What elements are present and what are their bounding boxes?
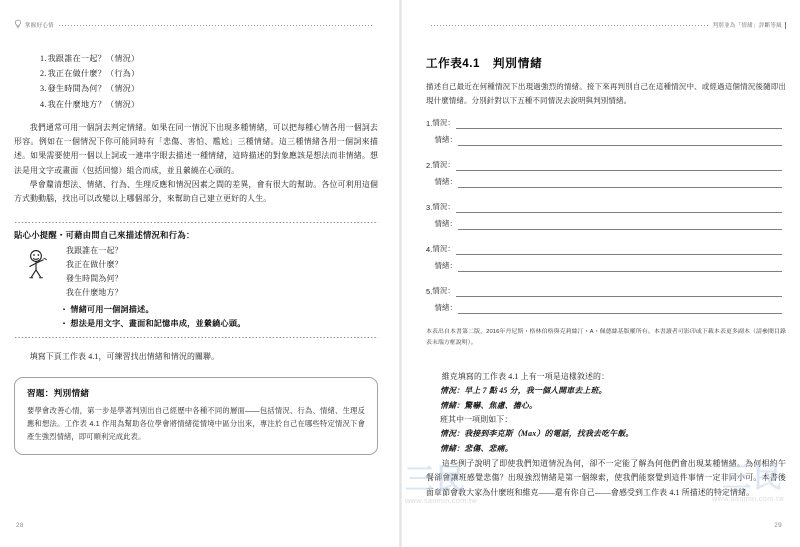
worksheet-title-row	[426, 55, 786, 71]
emotion-row	[426, 134, 786, 146]
emotion-input[interactable]	[458, 262, 782, 272]
body-paragraphs	[14, 121, 378, 207]
worksheet-item	[426, 159, 786, 188]
bullet-dot-icon: ・	[60, 319, 69, 329]
left-running-header	[14, 17, 378, 33]
left-header-title: 掌握好心情	[25, 23, 54, 29]
copyright-note: 本表出自本書第二版，2016年丹尼斯・格林伯格與克莉絲汀・A・佩德絲基版權所有。本書讀者可影印或下載本表更多副本（請參閱目錄表末端方框說明）。	[426, 329, 786, 346]
right-running-header	[426, 17, 786, 33]
exercise-box	[14, 377, 378, 455]
after-tip-text: 填寫下頁工作表 4.1，可練習找出情緒和情況的關聯。	[29, 351, 220, 361]
tip-bullet-text: 情緒可用一個詞描述。	[70, 304, 154, 314]
question-number: 1.	[40, 54, 47, 63]
emotion-label: 情緒：	[434, 218, 457, 228]
example-situation: 情況：早上 7 點 45 分，我一個人開車去上班。	[440, 386, 607, 396]
lightbulb-icon	[14, 19, 22, 32]
header-rule-tick	[785, 22, 786, 29]
situation-label: 情況：	[432, 160, 455, 169]
tip-body	[14, 244, 378, 300]
right-header-title: 判別並為「情緒」評斷等級	[712, 23, 782, 29]
situation-label: 情況：	[432, 202, 455, 211]
emotion-input[interactable]	[458, 304, 782, 314]
tip-block	[14, 222, 378, 338]
item-number: 3.	[426, 203, 433, 212]
watermark-url: www.sanmin.com.tw	[711, 494, 784, 503]
header-dot-rule	[58, 25, 374, 26]
tip-top-rule	[14, 222, 378, 223]
header-dot-rule	[430, 25, 709, 26]
list-item	[40, 81, 378, 96]
page-number-left: 28	[16, 522, 24, 529]
watermark-text: 三民	[721, 462, 784, 494]
paragraph: 學會釐清想法、情緒、行為、生理反應和情況因素之間的差異，會有很大的幫助。各位可利用這個方式動動腦，找出可以改變以上哪個部分，來幫助自己建立更好的人生。	[14, 180, 378, 204]
situation-row	[426, 159, 786, 171]
tip-question: 發生時間為何？	[66, 273, 123, 283]
worksheet-subtitle: 判別情緒	[492, 57, 543, 70]
watermark-text: 三民	[405, 464, 468, 496]
item-number: 4.	[426, 245, 433, 254]
closing-paragraph: 這些例子說明了即使我們知道情況為何，卻不一定能了解為何他們會出現某種情緒。為何相約午餐卻會讓班感覺悲傷？出現強烈情緒是第一個線索，使我們能察覺到這件事情一定非同小可。本書後面章節會教大家為什麼班和維克——還有你自己——會感受到工作表 4.1 所描述的特定情緒。	[426, 458, 786, 497]
right-page	[400, 0, 800, 547]
emotion-row	[426, 176, 786, 188]
worksheet-items	[426, 117, 786, 314]
tip-question: 我跟誰在一起？	[66, 245, 123, 255]
emotion-input[interactable]	[458, 220, 782, 230]
tip-bullet-list	[14, 303, 378, 332]
list-item	[40, 66, 378, 81]
list-item	[60, 317, 378, 332]
item-number: 1.	[426, 119, 433, 128]
emotion-label: 情緒：	[434, 260, 457, 270]
situation-row	[426, 117, 786, 129]
situation-input[interactable]	[456, 287, 782, 297]
emotion-row	[426, 260, 786, 272]
situation-row	[426, 285, 786, 297]
question-number: 2.	[40, 69, 47, 79]
situation-input[interactable]	[456, 245, 782, 255]
tip-question: 我正在做什麼？	[66, 259, 123, 269]
tip-question-list	[62, 244, 378, 300]
situation-input[interactable]	[456, 119, 782, 129]
example-situation: 情況：我接到李克斯（Max）的電話，找我去吃午飯。	[440, 429, 634, 439]
exercise-text: 要學會改善心情，第一步是學著判別出自己經歷中各種不同的層面——包括情況、行為、情緒、生理反應和想法。工作表 4.1 作用為幫助各位學會將情緒從情境中區分出來，專注於自己在哪些特定情況下會產生強烈情緒，即可順利完成此表。	[27, 405, 365, 442]
example-emotion: 情緒：悲傷、悲痛。	[440, 443, 513, 453]
emotion-row	[426, 218, 786, 230]
list-item	[60, 303, 378, 318]
worksheet-item	[426, 201, 786, 230]
page-number-right: 29	[774, 522, 782, 529]
emotion-input[interactable]	[458, 178, 782, 188]
worksheet-number: 工作表4.1	[426, 57, 480, 70]
situation-row	[426, 201, 786, 213]
situation-input[interactable]	[456, 161, 782, 171]
emotion-row	[426, 302, 786, 314]
example-emotion: 情緒：驚嚇、焦慮、擔心。	[440, 400, 538, 410]
list-item	[40, 51, 378, 66]
closing-section	[426, 370, 786, 500]
question-text: 發生時間為何？（情況）	[47, 84, 140, 94]
list-item	[40, 97, 378, 112]
emotion-label: 情緒：	[434, 134, 457, 144]
item-number: 5.	[426, 287, 433, 296]
bullet-dot-icon: ・	[60, 304, 69, 314]
worksheet-item	[426, 285, 786, 314]
tip-bullet-text: 想法是用文字、畫面和記憶串成，並縈繞心頭。	[70, 319, 246, 329]
situation-label: 情況：	[432, 118, 455, 127]
paragraph: 我們通常可用一個詞去判定情緒。如果在同一情況下出現多種情緒，可以把每種心情各用一個詞去形容。例如在一個情況下你可能同時有「悲傷、害怕、尷尬」三種情緒。這三種情緒各用一個詞來描述。如果需要使用一個以上詞或一連串字眼去描述一種情緒，這時描述的對象應該是想法而非情緒。想法是用文字或畫面（包括回憶）組合而成，並且縈繞在心頭的。	[14, 122, 378, 175]
exercise-title: 習題：判別情緒	[27, 387, 90, 398]
emotion-label: 情緒：	[434, 176, 457, 186]
closing-middle: 班其中一項則如下：	[440, 415, 513, 425]
worksheet-description: 描述自己最近在何種情況下出現過強烈的情緒。接下來再判別自己在這種情況中、或經過這個情況後隨即出現什麼情緒。分別針對以下五種不同情況去說明與判別情緒。	[426, 82, 786, 105]
situation-input[interactable]	[456, 203, 782, 213]
tip-bottom-rule	[14, 337, 378, 338]
question-number: 4.	[40, 99, 47, 109]
tip-question: 我在什麼地方？	[66, 287, 123, 297]
emotion-input[interactable]	[458, 136, 782, 146]
question-number: 3.	[40, 84, 47, 94]
question-list	[14, 51, 378, 112]
worksheet-item	[426, 117, 786, 146]
situation-label: 情況：	[432, 286, 455, 295]
question-text: 我正在做什麼？（行為）	[47, 69, 140, 79]
question-text: 我跟誰在一起？（情況）	[47, 54, 140, 63]
item-number: 2.	[426, 161, 433, 170]
tip-heading: 貼心小提醒・可藉由問自己來描述情況和行為：	[14, 230, 195, 240]
worksheet-item	[426, 243, 786, 272]
emotion-label: 情緒：	[434, 302, 457, 312]
stick-figure-mascot	[14, 244, 62, 287]
situation-row	[426, 243, 786, 255]
question-text: 我在什麼地方？（情況）	[47, 99, 140, 109]
closing-lead: 維克填寫的工作表 4.1 上有一項是這樣敘述的：	[441, 372, 610, 382]
situation-label: 情況：	[432, 244, 455, 253]
watermark-url: www.sanmin.com.tw	[405, 496, 478, 505]
